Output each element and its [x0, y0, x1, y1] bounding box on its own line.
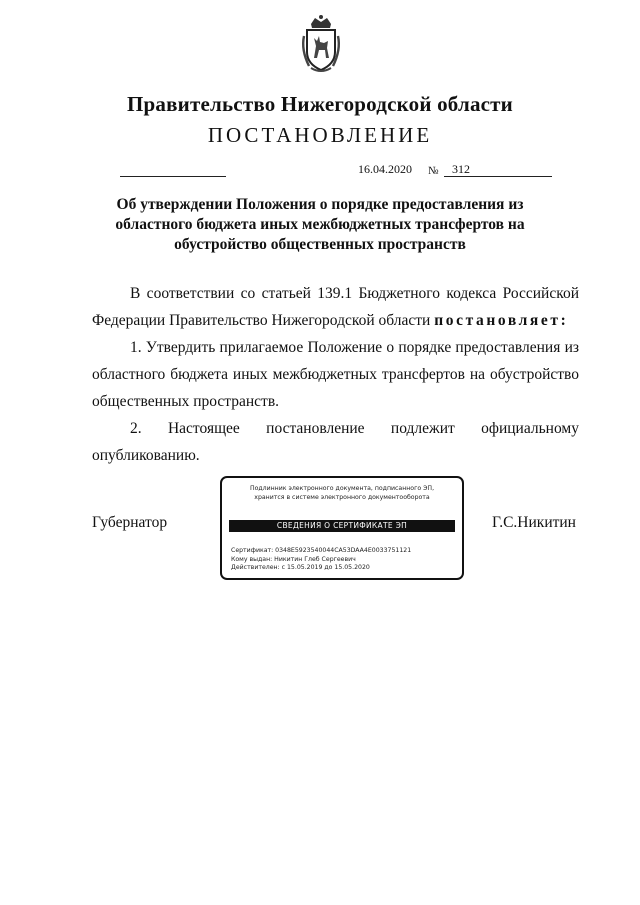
document-body: [92, 280, 579, 469]
certificate-owner: Кому выдан: Никитин Глеб Сергеевич: [231, 555, 356, 563]
paragraph-item-2-end: опубликованию.: [92, 447, 200, 464]
word: подлежит: [390, 420, 455, 437]
paragraph-item-2: [92, 415, 579, 442]
document-number: 312: [444, 162, 552, 177]
blank-line: [120, 176, 226, 177]
title-line: обустройство общественных пространств: [174, 236, 466, 253]
paragraph-item-1: 1. Утвердить прилагаемое Положение о порядке предоставления из областного бюджета иных межбюджетных трансфертов на обустройство общественных пространств.: [92, 339, 579, 410]
stamp-certificate-info: [231, 547, 411, 573]
signer-position: Губернатор: [92, 514, 168, 531]
certificate-number: Сертификат: 0348E5923540044CA53DAA4E0033751121: [231, 547, 412, 554]
number-sign: №: [428, 165, 439, 177]
stamp-header-line: хранится в системе электронного документооборота: [254, 494, 430, 501]
paragraph-preamble: [92, 280, 579, 334]
document-date: 16.04.2020: [358, 162, 412, 176]
signer-name: Г.С.Никитин: [492, 514, 576, 531]
stamp-header-line: Подлинник электронного документа, подписанного ЭП,: [249, 485, 435, 492]
organization-name: Правительство Нижегородской области: [127, 92, 513, 116]
resolves-word: постановляет:: [434, 312, 569, 329]
preamble-text: В соответствии со статьей 139.1 Бюджетного кодекса Российской Федерации Правительство Нижегородской области: [92, 285, 579, 329]
certificate-validity: Действителен: с 15.05.2019 до 15.05.2020: [231, 564, 370, 571]
word: 2.: [130, 420, 142, 437]
document-title: [100, 195, 540, 255]
title-line: областного бюджета иных межбюджетных трансфертов на: [115, 216, 525, 233]
word: постановление: [266, 420, 365, 437]
document-type: ПОСТАНОВЛЕНИЕ: [207, 123, 433, 147]
stamp-header: [222, 484, 462, 502]
word: официальному: [481, 420, 579, 437]
coat-of-arms-icon: [299, 14, 343, 74]
stamp-title-bar: СВЕДЕНИЯ О СЕРТИФИКАТЕ ЭП: [229, 520, 455, 532]
title-line: Об утверждении Положения о порядке предоставления из: [116, 196, 524, 213]
word: Настоящее: [167, 420, 240, 437]
electronic-signature-stamp: [220, 476, 464, 580]
